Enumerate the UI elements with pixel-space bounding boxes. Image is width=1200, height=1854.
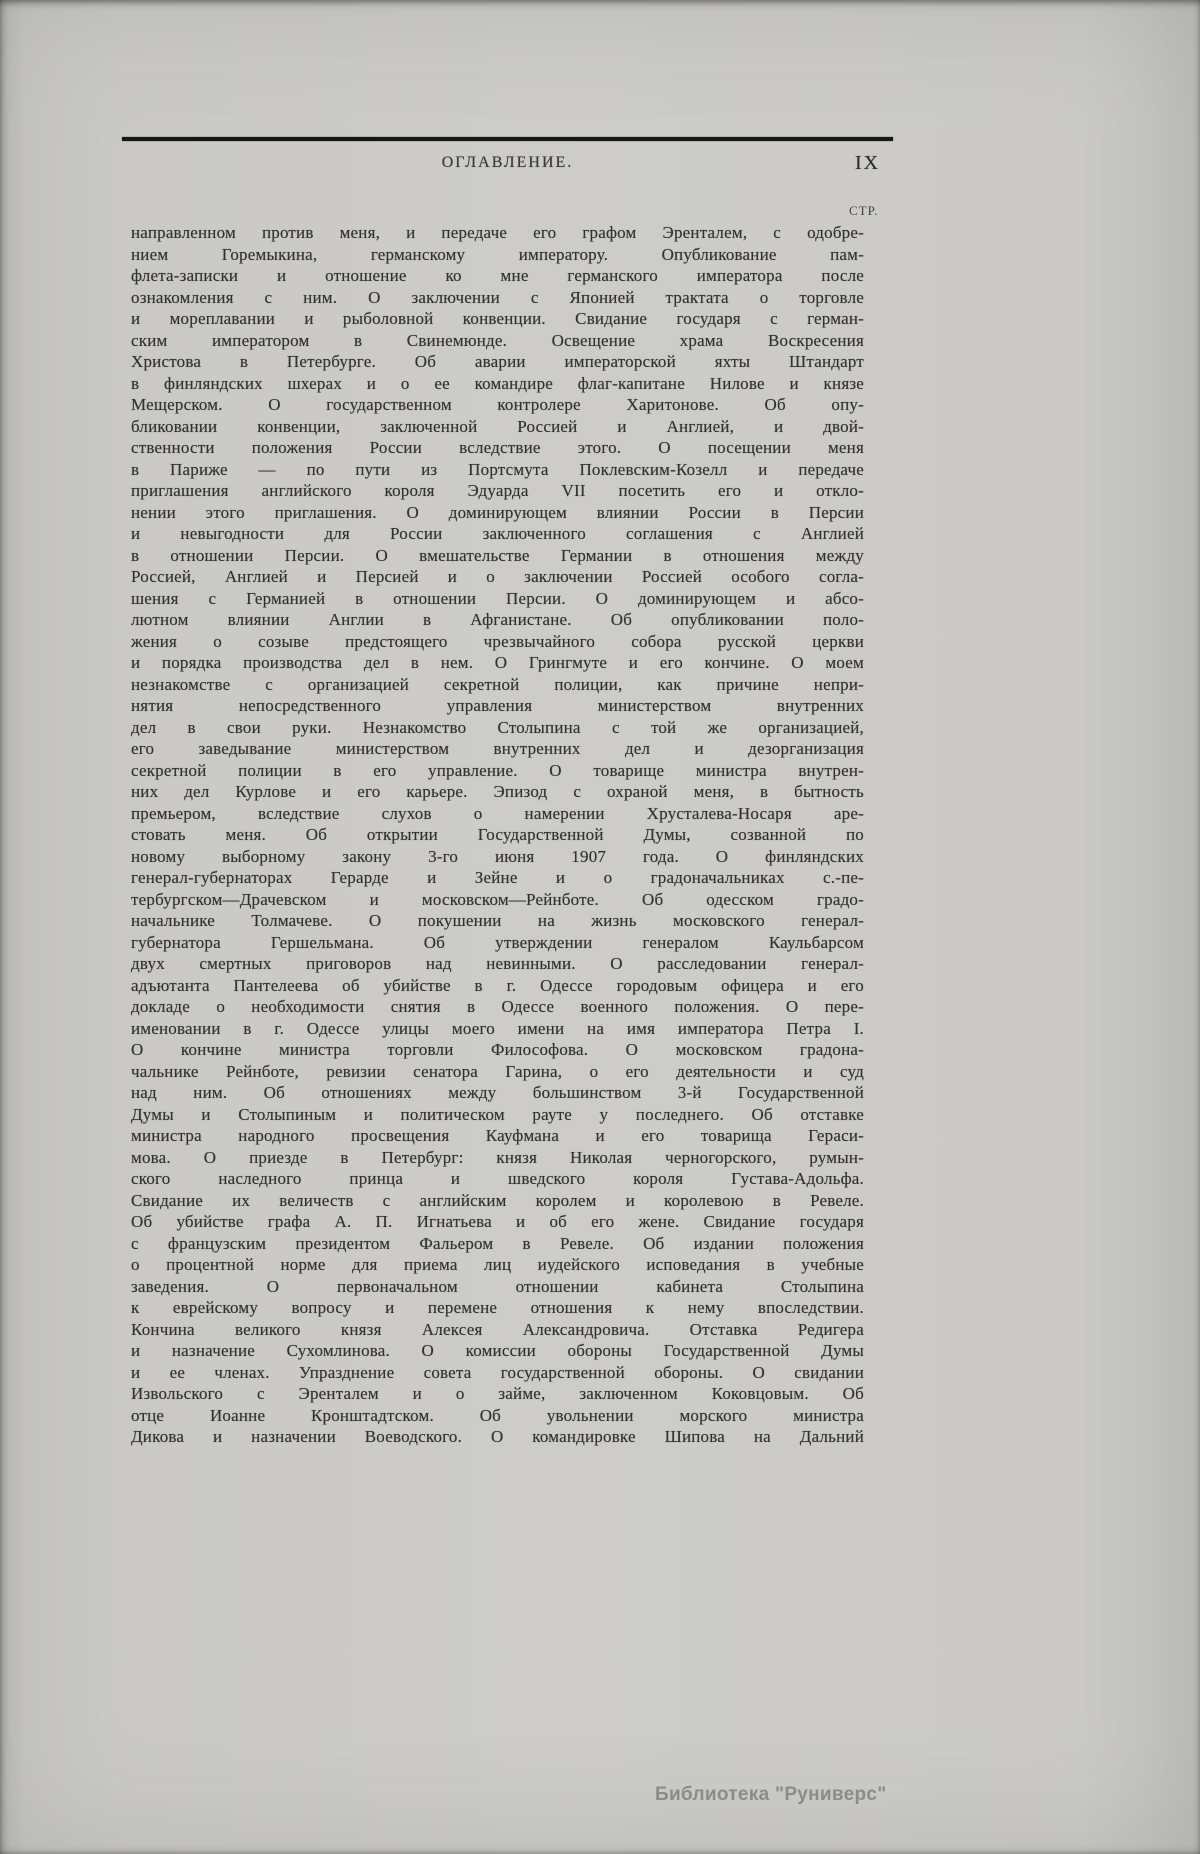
text-line: ским императором в Свинемюнде. Освещение храма Воскресения	[131, 330, 864, 350]
text-line: нием Горемыкина, германскому императору. Опубликование пам-	[131, 244, 864, 264]
page-number: IX	[855, 152, 881, 174]
text-line: докладе о необходимости снятия в Одессе военного положения. О пере-	[131, 997, 864, 1016]
text-line: и невыгодности для России заключенного соглашения с Англией	[131, 524, 864, 543]
text-line: ознакомления с ним. О заключении с Японией трактата о торговле	[131, 287, 864, 307]
text-line: Кончина великого князя Алексея Александровича. Отставка Редигера	[131, 1319, 864, 1339]
toc-text-block	[131, 222, 864, 1448]
text-line: в отношении Персии. О вмешательстве Германии в отношения между	[131, 545, 864, 565]
text-line: Христова в Петербурге. Об аварии императорской яхты Штандарт	[131, 352, 864, 371]
header-rule	[122, 137, 893, 141]
text-line: двух смертных приговоров над невинными. О расследовании генерал-	[131, 954, 864, 973]
text-line: адъютанта Пантелеева об убийстве в г. Одессе городовым офицера и его	[131, 975, 864, 995]
runivers-watermark: Библиотека "Руниверс"	[655, 1784, 887, 1805]
text-line: нении этого приглашения. О доминирующем влиянии России в Персии	[131, 502, 864, 522]
text-line: его заведывание министерством внутренних дел и дезорганизация	[131, 739, 864, 758]
text-line: Об убийстве графа А. П. Игнатьева и об его жене. Свидание государя	[131, 1212, 864, 1231]
page-title: ОГЛАВЛЕНИЕ.	[441, 154, 574, 171]
text-line: них дел Курлове и его карьере. Эпизод с охраной меня, в бытность	[131, 782, 864, 801]
text-line: о процентной норме для приема лиц иудейского исповедания в учебные	[131, 1255, 864, 1274]
text-line: премьером, вследствие слухов о намерении Хрусталева-Носаря аре-	[131, 803, 864, 823]
text-line: лютном влиянии Англии в Афганистане. Об опубликовании поло-	[131, 610, 864, 629]
text-line: и порядка производства дел в нем. О Грингмуте и его кончине. О моем	[131, 653, 864, 672]
text-line: секретной полиции в его управление. О товарище министра внутрен-	[131, 760, 864, 780]
text-line: заведения. О первоначальном отношении кабинета Столыпина	[131, 1276, 864, 1296]
text-line: губернатора Гершельмана. Об утверждении генералом Каульбарсом	[131, 932, 864, 952]
text-line: Свидание их величеств с английским королем и королевою в Ревеле.	[131, 1190, 864, 1210]
text-line: Извольского с Эренталем и о займе, заключенном Коковцовым. Об	[131, 1384, 864, 1403]
text-line: новому выборному закону 3-го июня 1907 года. О финляндских	[131, 846, 864, 866]
text-line: ственности положения России вследствие этого. О посещении меня	[131, 438, 864, 457]
text-line: ского наследного принца и шведского короля Густава-Адольфа.	[131, 1169, 864, 1188]
text-line: начальнике Толмачеве. О покушении на жизнь московского генерал-	[131, 911, 864, 930]
text-line: над ним. Об отношениях между большинством 3-й Государственной	[131, 1083, 864, 1102]
text-line: Дикова и назначении Воеводского. О командировке Шипова на Дальний	[131, 1427, 864, 1446]
text-line: и назначение Сухомлинова. О комиссии обороны Государственной Думы	[131, 1341, 864, 1360]
text-line: тербургском—Драчевском и московском—Рейнботе. Об одесском градо-	[131, 889, 864, 909]
text-line: Думы и Столыпиным и политическом рауте у последнего. Об отставке	[131, 1104, 864, 1124]
text-line: отце Иоанне Кронштадтском. Об увольнении морского министра	[131, 1405, 864, 1425]
text-line: О кончине министра торговли Философова. О московском градона-	[131, 1040, 864, 1059]
text-line: мова. О приезде в Петербург: князя Николая черногорского, румын-	[131, 1147, 864, 1167]
text-line: с французским президентом Фальером в Ревеле. Об издании положения	[131, 1233, 864, 1253]
text-line: к еврейскому вопросу и перемене отношения к нему впоследствии.	[131, 1298, 864, 1317]
text-line: в Париже — по пути из Портсмута Поклевским-Козелл и передаче	[131, 459, 864, 479]
text-line: незнакомстве с организацией секретной полиции, как причине непри-	[131, 674, 864, 694]
text-line: в финляндских шхерах и о ее командире флаг-капитане Нилове и князе	[131, 373, 864, 393]
text-line: направленном против меня, и передаче его графом Эренталем, с одобре-	[131, 223, 864, 242]
text-line: приглашения английского короля Эдуарда VII посетить его и откло-	[131, 481, 864, 500]
text-line: и мореплавании и рыболовной конвенции. Свидание государя с герман-	[131, 309, 864, 328]
text-line: и ее членах. Упразднение совета государственной обороны. О свидании	[131, 1362, 864, 1382]
text-line: Мещерском. О государственном контролере Харитонове. Об опу-	[131, 395, 864, 414]
text-line: стовать меня. Об открытии Государственной Думы, созванной по	[131, 825, 864, 844]
text-line: бликовании конвенции, заключенной Россией и Англией, и двой-	[131, 416, 864, 436]
text-line: именовании в г. Одессе улицы моего имени на имя императора Петра I.	[131, 1018, 864, 1038]
text-line: дел в свои руки. Незнакомство Столыпина с той же организацией,	[131, 717, 864, 737]
text-line: министра народного просвещения Кауфмана и его товарища Гераси-	[131, 1126, 864, 1145]
page-column-label: СТР.	[849, 203, 879, 218]
text-line: Россией, Англией и Персией и о заключении Россией особого согла-	[131, 567, 864, 586]
text-line: генерал-губернаторах Герарде и Зейне и о градоначальниках с.-пе-	[131, 868, 864, 887]
text-line: шения с Германией в отношении Персии. О доминирующем и абсо-	[131, 588, 864, 608]
text-line: флета-записки и отношение ко мне германского императора после	[131, 266, 864, 285]
text-line: чальнике Рейнботе, ревизии сенатора Гарина, о его деятельности и суд	[131, 1061, 864, 1081]
page-header	[122, 154, 893, 172]
text-line: нятия непосредственного управления министерством внутренних	[131, 696, 864, 715]
text-line: жения о созыве предстоящего чрезвычайного собора русской церкви	[131, 631, 864, 651]
